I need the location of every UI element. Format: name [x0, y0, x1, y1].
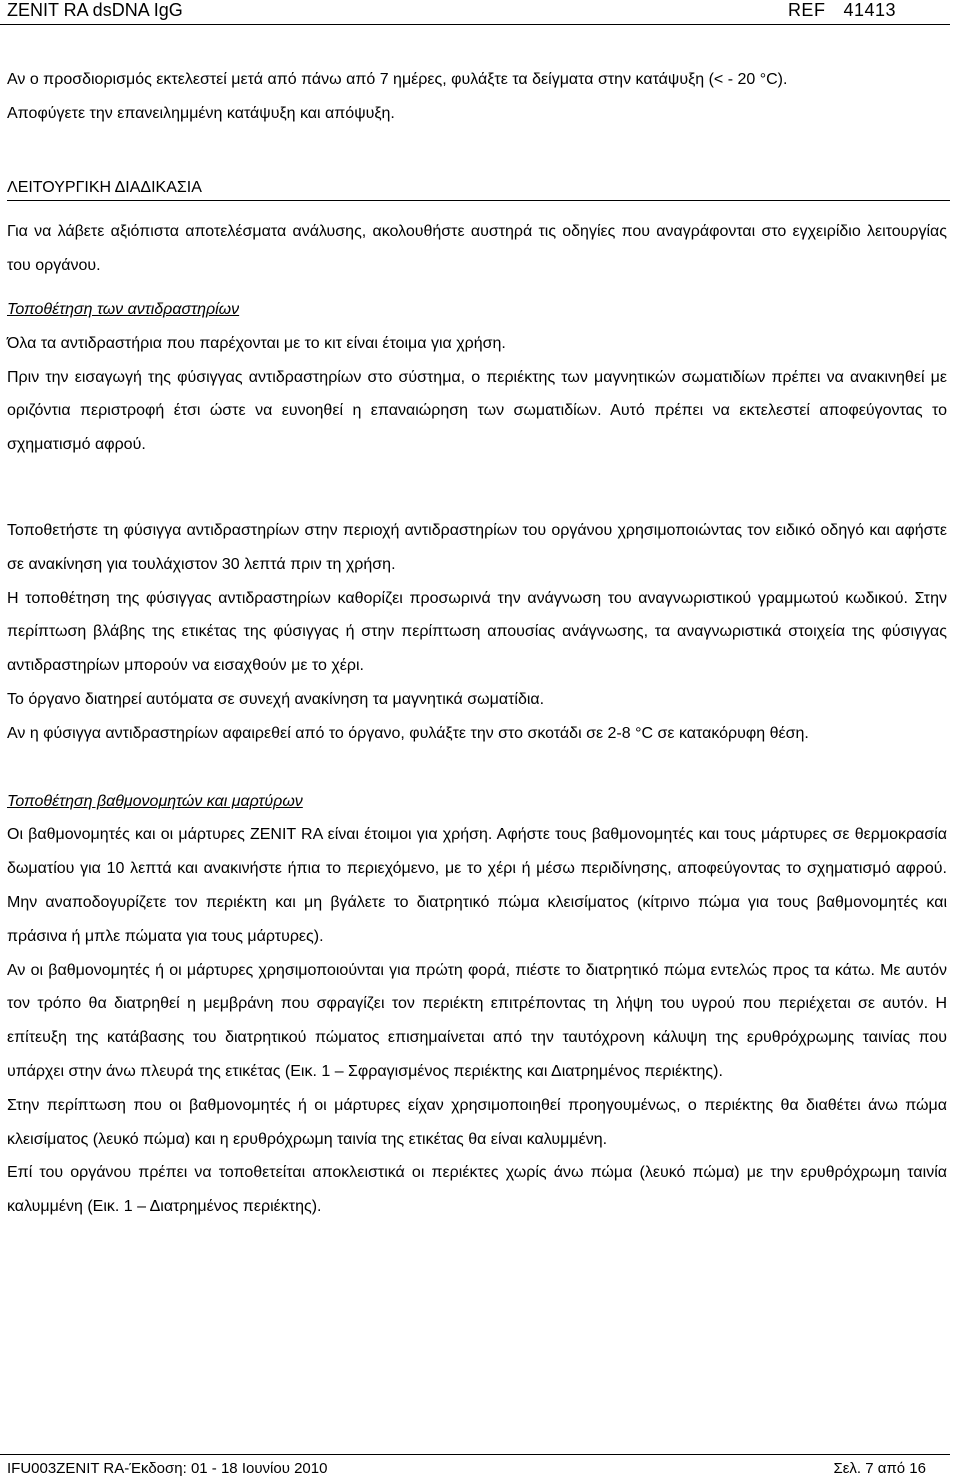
- subheading-reagents: Τοποθέτηση των αντιδραστηρίων: [7, 300, 240, 318]
- ref-label: REF: [787, 0, 826, 20]
- page-number: Σελ. 7 από 16: [833, 1460, 926, 1477]
- page-header: [0, 0, 950, 25]
- previous-use-paragraph: Στην περίπτωση που οι βαθμονομητές ή οι μάρτυρες είχαν χρησιμοποιηθεί προηγουμένως, ο περιέκτης θα διαθέτει άνω πώμα κλεισίματος (λευκό πώμα) και η ερυθρόχρωμη ταινία της ετικέτας θα είναι καλυμμένη.: [7, 1096, 947, 1148]
- section-title: ΛΕΙΤΟΥΡΓΙΚΗ ΔΙΑΔΙΚΑΣΙΑ: [7, 178, 202, 196]
- page-footer: [0, 1454, 950, 1477]
- subheading-calibrators: Τοποθέτηση βαθμονομητών και μαρτύρων: [7, 792, 303, 810]
- ref-number: 41413: [843, 0, 896, 20]
- procedure-intro-paragraph: Για να λάβετε αξιόπιστα αποτελέσματα ανάλυσης, ακολουθήστε αυστηρά τις οδηγίες που αναγράφονται στο εγχειρίδιο λειτουργίας του οργάνου.: [7, 223, 947, 275]
- first-use-paragraph: Αν οι βαθμονομητές ή οι μάρτυρες χρησιμοποιούνται για πρώτη φορά, πιέστε το διατρητικό πώμα εντελώς προς τα κάτω. Με αυτόν τον τρόπο θα διατρηθεί η μεμβράνη που σφραγίζει τον περιέκτη επιτρέποντας τη λήψη του υγρού που περιέχεται σε αυτόν. Η επίτευξη της κατάβασης του διατρητικού πώματος επισημαίνεται από την ταυτόχρονη κάλυψη της ερυθρόχρωμης ταινίας που υπάρχει στην άνω πλευρά της ετικέτας (Εικ. 1 – Σφραγισμένος περιέκτης και Διατρημένος περιέκτης).: [7, 961, 947, 1080]
- reference: [788, 0, 896, 21]
- reagent-mixing-paragraph: Πριν την εισαγωγή της φύσιγγας αντιδραστηρίων στο σύστημα, ο περιέκτης των μαγνητικών σωματιδίων πρέπει να ανακινηθεί με οριζόντια περιστροφή έτσι ώστε να ευνοηθεί η επαναιώρηση των σωματιδίων. Αυτό πρέπει να εκτελεστεί αποφεύγοντας το σχηματισμό αφρού.: [7, 368, 947, 454]
- instrument-loading-paragraph: Επί του οργάνου πρέπει να τοποθετείται αποκλειστικά οι περιέκτες χωρίς άνω πώμα (λευκό πώμα) με την ερυθρόχρωμη ταινία καλυμμένη (Εικ. 1 – Διατρημένος περιέκτης).: [7, 1164, 947, 1216]
- cartridge-storage-paragraph: Αν η φύσιγγα αντιδραστηρίων αφαιρεθεί από το όργανο, φυλάξτε την στο σκοτάδι σε 2-8 °C σε κατακόρυφη θέση.: [7, 724, 809, 742]
- cartridge-placement-paragraph: Τοποθετήστε τη φύσιγγα αντιδραστηρίων στην περιοχή αντιδραστηρίων του οργάνου χρησιμοποιώντας τον ειδικό οδηγό και αφήστε σε ανακίνηση για τουλάχιστον 30 λεπτά πριν τη χρήση.: [7, 521, 947, 573]
- document-body: [7, 63, 947, 1224]
- calibrators-ready-paragraph: Οι βαθμονομητές και οι μάρτυρες ZENIT RA είναι έτοιμοι για χρήση. Αφήστε τους βαθμονομητές και τους μάρτυρες σε θερμοκρασία δωματίου για 10 λεπτά και ανακινήστε ήπια το περιεχόμενο, με το χέρι ή μέσω περιδίνησης, αποφεύγοντας το σχηματισμό αφρού. Μην αναποδογυρίζετε τον περιέκτη και μη βγάλετε το διατρητικό πώμα κλεισίματος (κίτρινο πώμα για τους βαθμονομητές και πράσινα ή μπλε πώματα για τους μάρτυρες).: [7, 826, 947, 945]
- reagents-ready-paragraph: Όλα τα αντιδραστήρια που παρέχονται με το κιτ είναι έτοιμα για χρήση.: [7, 334, 506, 352]
- freeze-thaw-paragraph: Αποφύγετε την επανειλημμένη κατάψυξη και απόψυξη.: [7, 104, 395, 122]
- product-name: ZENIT RA dsDNA IgG: [7, 0, 183, 20]
- document-version: IFU003ZENIT RA-Έκδοση: 01 - 18 Ιουνίου 2010: [7, 1460, 328, 1477]
- agitation-paragraph: Το όργανο διατηρεί αυτόματα σε συνεχή ανακίνηση τα μαγνητικά σωματίδια.: [7, 690, 545, 708]
- storage-paragraph: Αν ο προσδιορισμός εκτελεστεί μετά από πάνω από 7 ημέρες, φυλάξτε τα δείγματα στην κατάψυξη (< - 20 °C).: [7, 71, 788, 88]
- barcode-paragraph: Η τοποθέτηση της φύσιγγας αντιδραστηρίων καθορίζει προσωρινά την ανάγνωση του αναγνωριστικού γραμμωτού κωδικού. Στην περίπτωση βλάβης της ετικέτας της φύσιγγας ή στην περίπτωση απουσίας ανάγνωσης, τα αναγνωριστικά στοιχεία της φύσιγγας αντιδραστηρίων μπορούν να εισαχθούν με το χέρι.: [7, 589, 947, 675]
